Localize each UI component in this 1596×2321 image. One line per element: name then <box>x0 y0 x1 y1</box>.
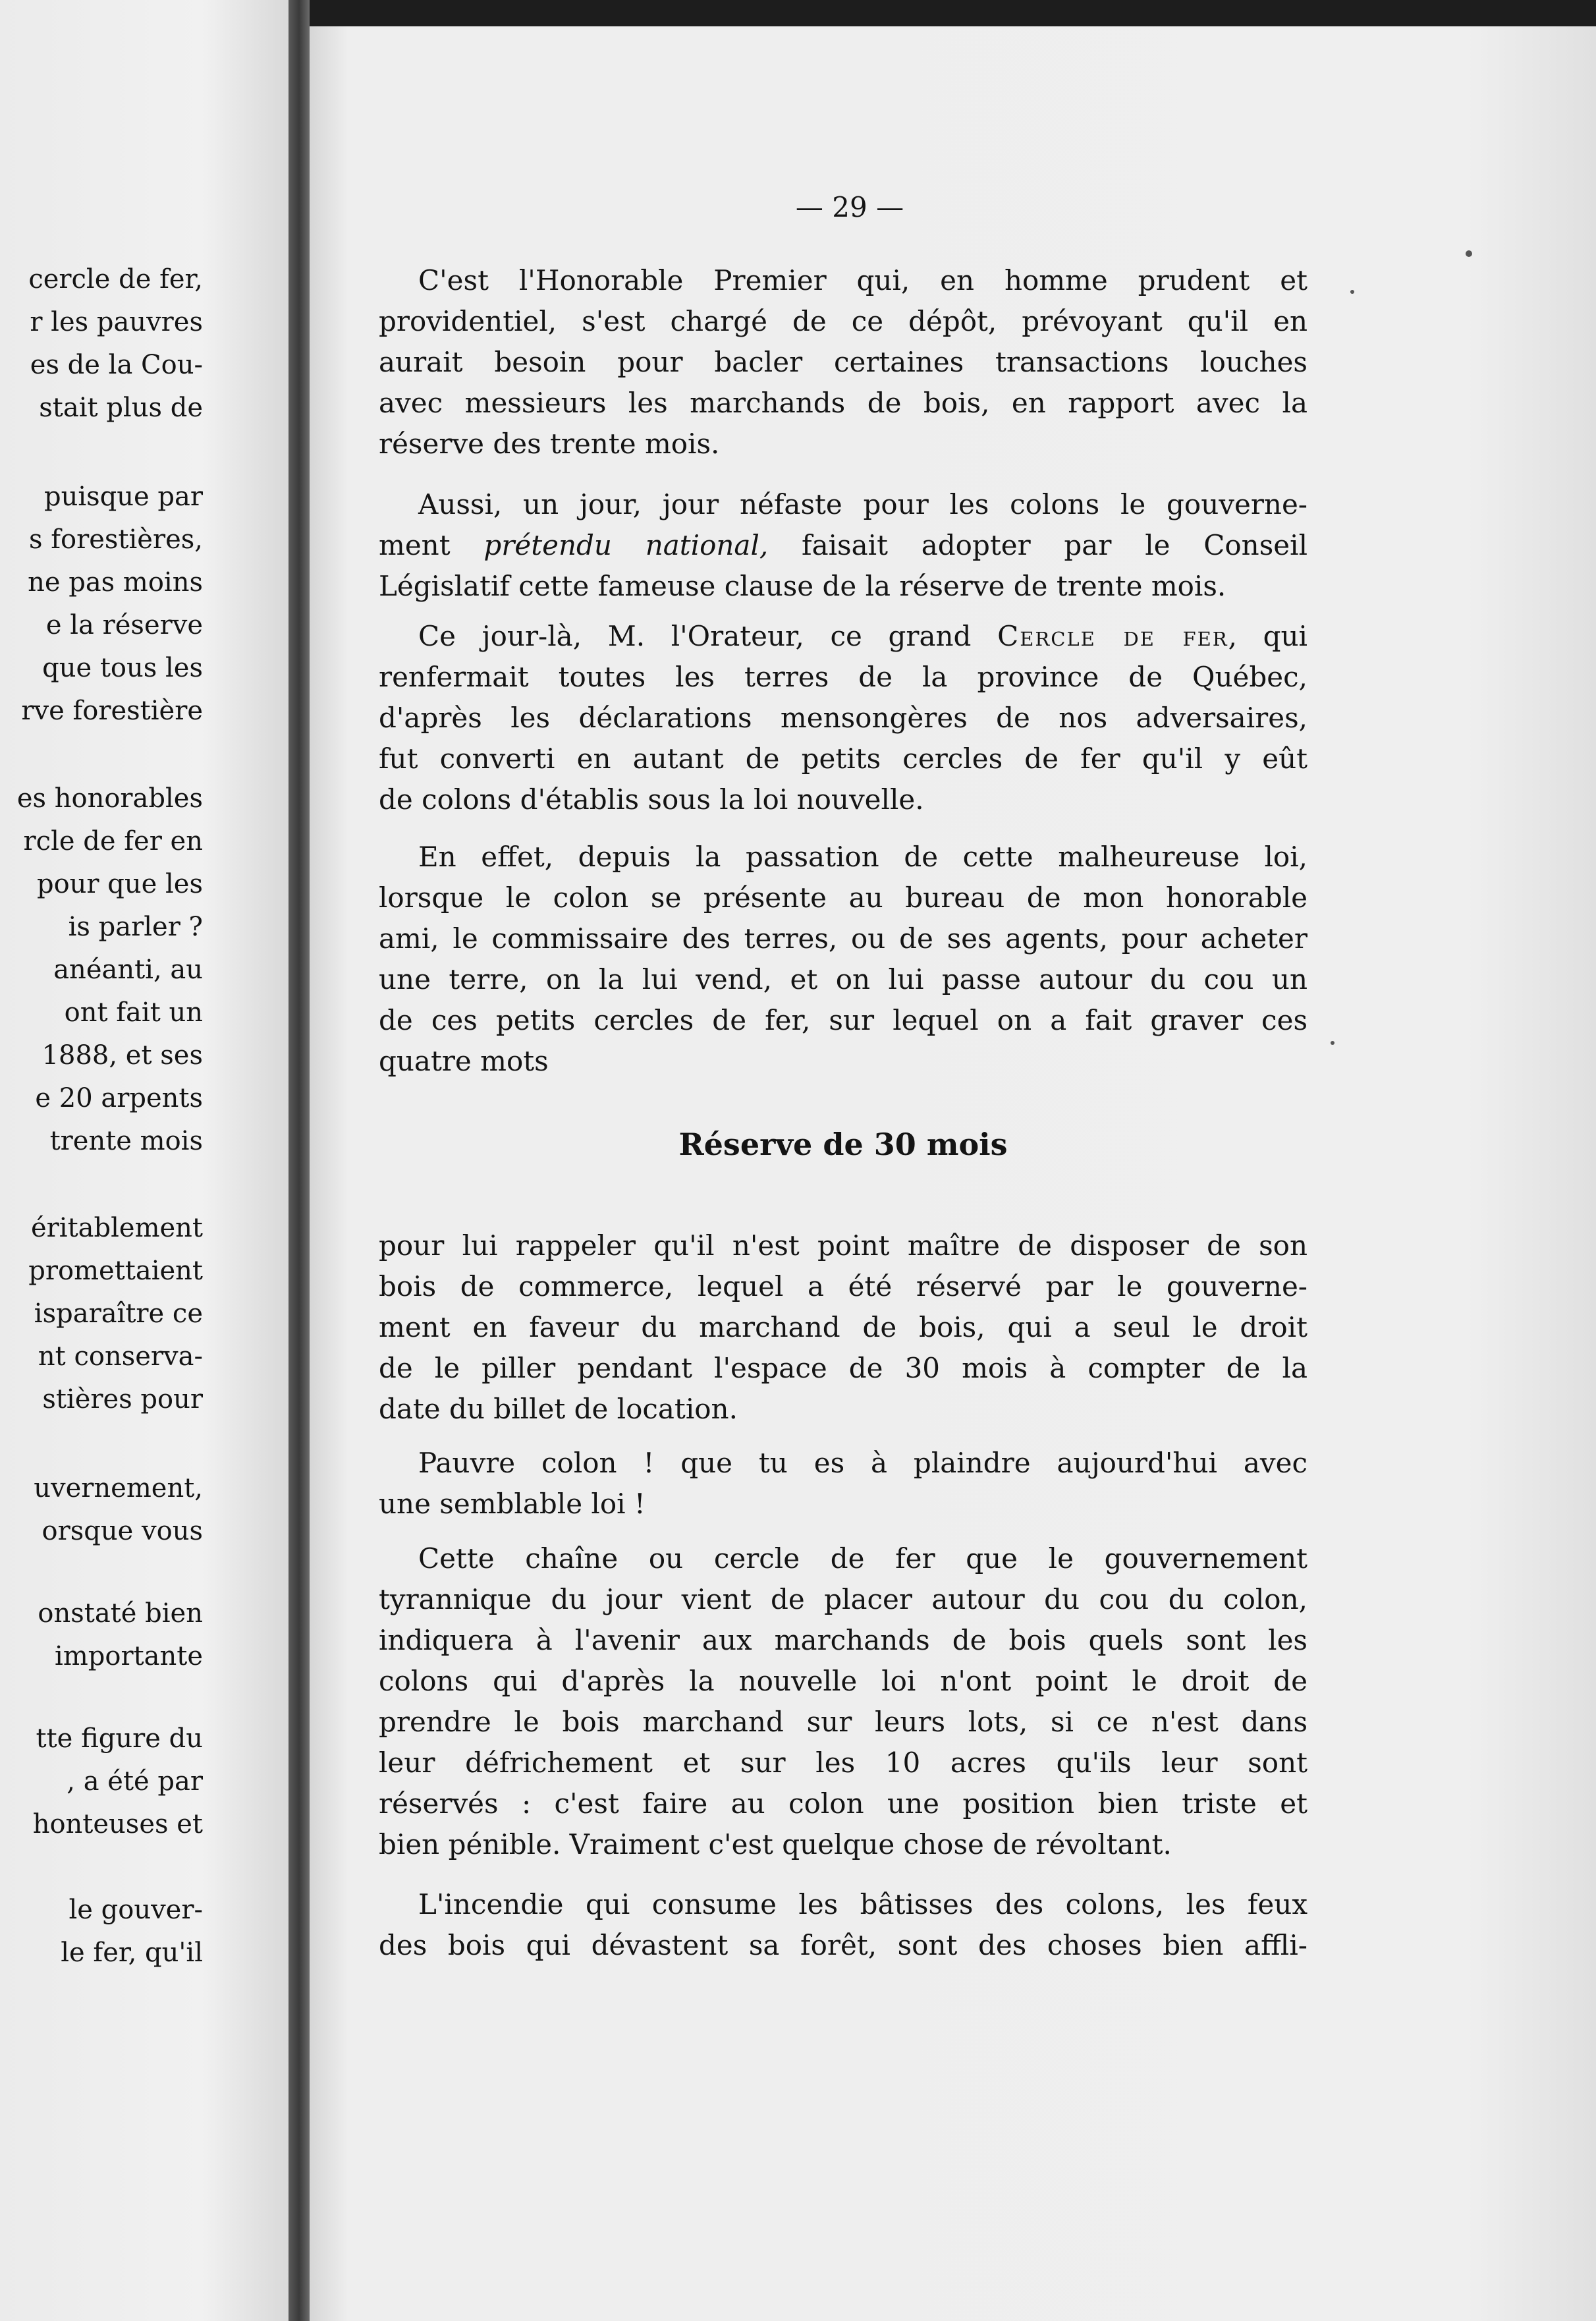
left-page-line: anéanti, au <box>53 955 203 985</box>
text-line: des bois qui dévastent sa forêt, sont des choses bien affli- <box>379 1929 1307 1961</box>
ink-speck <box>1331 1041 1335 1045</box>
left-page-line: ont fait un <box>64 997 203 1028</box>
left-page-line: e 20 arpents <box>35 1083 203 1113</box>
text-line: une semblable loi ! <box>379 1488 646 1520</box>
text-line: indiquera à l'avenir aux marchands de bois quels sont les <box>379 1624 1307 1656</box>
text-line: ment en faveur du marchand de bois, qui a seul le droit <box>379 1311 1307 1343</box>
text-line: fut converti en autant de petits cercles de fer qu'il y eût <box>379 742 1307 775</box>
left-page-line: stait plus de <box>39 393 203 423</box>
text-line: d'après les déclarations mensongères de nos adversaires, <box>379 702 1307 734</box>
left-page-line: le gouver- <box>69 1895 203 1925</box>
text-span: ment <box>379 529 484 561</box>
text-span: , qui <box>1228 620 1307 652</box>
ink-speck <box>1350 290 1354 294</box>
page-number: — 29 — <box>795 191 904 223</box>
left-page-line: importante <box>55 1641 203 1671</box>
left-page-line: trente mois <box>49 1126 203 1156</box>
text-line: bien pénible. Vraiment c'est quelque chose de révoltant. <box>379 1828 1172 1860</box>
text-line: colons qui d'après la nouvelle loi n'ont point le droit de <box>379 1665 1307 1697</box>
text-span: faisait adopter par le Conseil <box>768 529 1307 561</box>
text-line: de le piller pendant l'espace de 30 mois à compter de la <box>379 1352 1307 1384</box>
text-line: Législatif cette fameuse clause de la réserve de trente mois. <box>379 570 1226 602</box>
text-line: aurait besoin pour bacler certaines transactions louches <box>379 346 1307 378</box>
section-heading: Réserve de 30 mois <box>678 1127 1008 1162</box>
paragraph-3 <box>379 616 1307 820</box>
text-line: réservés : c'est faire au colon une position bien triste et <box>379 1787 1307 1820</box>
text-line: leur défrichement et sur les 10 acres qu'ils leur sont <box>379 1747 1307 1779</box>
left-page-line: , a été par <box>67 1766 203 1797</box>
left-page-line: promettaient <box>28 1256 203 1286</box>
text-line: de ces petits cercles de fer, sur lequel on a fait graver ces <box>379 1004 1307 1036</box>
left-page-line: stières pour <box>42 1384 203 1414</box>
text-line: Cette chaîne ou cercle de fer que le gouvernement <box>418 1542 1307 1575</box>
smallcaps-phrase: Cercle de fer <box>997 620 1228 652</box>
text-line: Aussi, un jour, jour néfaste pour les colons le gouverne- <box>418 488 1307 520</box>
left-page-line: honteuses et <box>32 1809 203 1839</box>
text-line: providentiel, s'est chargé de ce dépôt, prévoyant qu'il en <box>379 305 1307 337</box>
paragraph-8 <box>379 1884 1307 1966</box>
text-line: prendre le bois marchand sur leurs lots, si ce n'est dans <box>379 1706 1307 1738</box>
paragraph-4 <box>379 837 1307 1082</box>
text-line: quatre mots <box>379 1045 549 1077</box>
paragraph-5 <box>379 1225 1307 1430</box>
book-gutter <box>289 0 310 2321</box>
paragraph-7 <box>379 1538 1307 1865</box>
left-page-line: es de la Cou- <box>30 350 203 380</box>
text-line: pour lui rappeler qu'il n'est point maître de disposer de son <box>379 1229 1307 1262</box>
left-page-line: tte figure du <box>36 1723 203 1754</box>
text-line: tyrannique du jour vient de placer autour du cou du colon, <box>379 1583 1307 1615</box>
left-page-line: e la réserve <box>45 610 203 640</box>
left-page-line: s forestières, <box>28 524 203 555</box>
text-line: En effet, depuis la passation de cette malheureuse loi, <box>418 841 1307 873</box>
ink-speck <box>1466 250 1472 257</box>
left-page-line: éritablement <box>30 1213 203 1243</box>
left-page-line: r les pauvres <box>30 307 203 337</box>
left-page-line: orsque vous <box>41 1516 203 1546</box>
text-line: une terre, on la lui vend, et on lui passe autour du cou un <box>379 963 1307 995</box>
text-line: date du billet de location. <box>379 1393 738 1425</box>
left-page-line: puisque par <box>43 482 203 512</box>
text-line <box>379 616 1307 657</box>
text-line: renfermait toutes les terres de la province de Québec, <box>379 661 1307 693</box>
paragraph-6 <box>379 1443 1307 1524</box>
left-page-line: rcle de fer en <box>23 826 203 856</box>
left-page <box>0 0 289 2321</box>
left-page-line: que tous les <box>42 653 203 683</box>
paragraph-2 <box>379 484 1307 607</box>
text-line: L'incendie qui consume les bâtisses des colons, les feux <box>418 1888 1307 1920</box>
text-span: Ce jour-là, M. l'Orateur, ce grand <box>418 620 998 652</box>
left-page-line: rve forestière <box>21 696 203 726</box>
text-line: C'est l'Honorable Premier qui, en homme prudent et <box>418 264 1307 296</box>
left-page-line: isparaître ce <box>34 1299 203 1329</box>
left-page-line: le fer, qu'il <box>61 1938 203 1968</box>
left-page-line: cercle de fer, <box>28 264 203 294</box>
left-page-line: ne pas moins <box>28 567 203 598</box>
left-page-line: es honorables <box>16 783 203 814</box>
italic-phrase: prétendu national, <box>483 529 769 561</box>
left-page-line: uvernement, <box>34 1473 203 1503</box>
left-page-line: is parler ? <box>68 912 203 942</box>
text-line: avec messieurs les marchands de bois, en rapport avec la <box>379 387 1307 419</box>
text-line: Pauvre colon ! que tu es à plaindre aujourd'hui avec <box>418 1447 1307 1479</box>
text-line: de colons d'établis sous la loi nouvelle. <box>379 783 924 816</box>
text-line: ami, le commissaire des terres, ou de ses agents, pour acheter <box>379 922 1307 955</box>
scan-top-edge <box>310 0 1596 26</box>
text-line <box>379 525 1307 566</box>
text-line: lorsque le colon se présente au bureau de mon honorable <box>379 881 1307 914</box>
left-page-line: nt conserva- <box>38 1341 203 1372</box>
left-page-line: 1888, et ses <box>41 1040 203 1071</box>
left-page-line: pour que les <box>36 869 203 899</box>
paragraph-1 <box>379 260 1307 464</box>
left-page-line: onstaté bien <box>38 1598 203 1629</box>
text-line: réserve des trente mois. <box>379 428 720 460</box>
text-line: bois de commerce, lequel a été réservé par le gouverne- <box>379 1270 1307 1302</box>
